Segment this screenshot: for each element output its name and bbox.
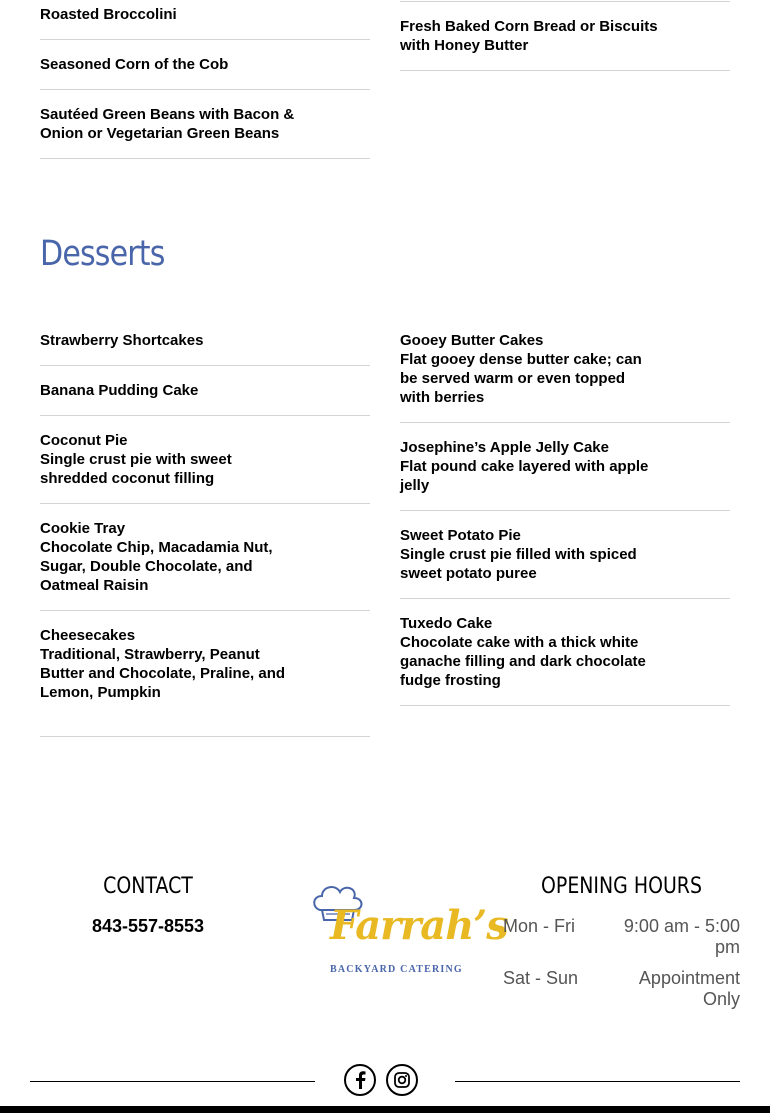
menu-item-description: Single crust pie filled with spiced sweet potato puree xyxy=(400,546,637,582)
divider xyxy=(40,610,370,611)
opening-hours-heading: OPENING HOURS xyxy=(541,874,702,899)
phone-number[interactable]: 843-557-8553 xyxy=(91,916,205,936)
divider xyxy=(400,422,730,423)
footer-divider xyxy=(30,1081,315,1082)
menu-item-apple-jelly-cake xyxy=(400,438,720,495)
section-title-desserts: Desserts xyxy=(40,234,165,274)
instagram-icon xyxy=(394,1072,410,1088)
menu-item-cheesecakes xyxy=(40,626,360,702)
menu-item-green-beans xyxy=(40,105,360,143)
menu-item-cookie-tray xyxy=(40,519,360,595)
logo-wordmark: Farrah’s xyxy=(330,902,508,949)
menu-item-roasted-broccolini xyxy=(40,5,340,24)
menu-item-gooey-butter-cakes xyxy=(400,331,720,407)
facebook-icon xyxy=(353,1071,367,1089)
hours-days: Mon - Fri xyxy=(503,916,575,936)
footer-divider xyxy=(455,1081,740,1082)
divider xyxy=(400,598,730,599)
menu-item-description: Chocolate cake with a thick white ganache filling and dark chocolate fudge frosting xyxy=(400,634,646,689)
facebook-link[interactable] xyxy=(344,1064,376,1096)
menu-item-description: Flat gooey dense butter cake; can be served warm or even topped with berries xyxy=(400,351,642,406)
hours-days: Sat - Sun xyxy=(503,968,579,988)
divider xyxy=(40,89,370,90)
menu-item-sweet-potato-pie xyxy=(400,526,720,583)
divider xyxy=(40,503,370,504)
contact-heading: CONTACT xyxy=(103,874,193,899)
menu-item-description: Traditional, Strawberry, Peanut Butter and Chocolate, Praline, and Lemon, Pumpkin xyxy=(40,646,286,701)
logo-subtitle: BACKYARD CATERING xyxy=(330,964,463,975)
divider xyxy=(40,365,370,366)
divider xyxy=(400,1,730,2)
menu-item-banana-pudding-cake xyxy=(40,381,340,400)
menu-item-name: Sweet Potato Pie xyxy=(400,527,521,544)
divider xyxy=(400,70,730,71)
menu-item-corn-bread xyxy=(400,17,720,55)
bottom-bar xyxy=(0,1106,770,1113)
menu-item-name: Coconut Pie xyxy=(40,432,128,449)
menu-item-description: Chocolate Chip, Macadamia Nut, Sugar, Double Chocolate, and Oatmeal Raisin xyxy=(40,539,273,594)
menu-item-strawberry-shortcakes xyxy=(40,331,340,350)
divider xyxy=(400,510,730,511)
divider xyxy=(400,705,730,706)
divider xyxy=(40,158,370,159)
menu-item-name: Fresh Baked Corn Bread or Biscuits with Honey Butter xyxy=(400,18,658,54)
menu-item-name: Sautéed Green Beans with Bacon & Onion or Vegetarian Green Beans xyxy=(40,106,295,142)
logo[interactable] xyxy=(308,880,508,980)
menu-item-coconut-pie xyxy=(40,431,340,488)
menu-item-name: Tuxedo Cake xyxy=(400,615,493,632)
divider xyxy=(40,736,370,737)
menu-item-name: Cookie Tray xyxy=(40,520,126,537)
menu-item-description: Single crust pie with sweet shredded coconut filling xyxy=(40,451,232,487)
instagram-link[interactable] xyxy=(386,1064,418,1096)
menu-item-name: Roasted Broccolini xyxy=(40,6,177,23)
divider xyxy=(40,39,370,40)
menu-item-seasoned-corn xyxy=(40,55,340,74)
menu-item-name: Seasoned Corn of the Cob xyxy=(40,56,229,73)
divider xyxy=(40,415,370,416)
menu-item-name: Banana Pudding Cake xyxy=(40,382,199,399)
menu-item-name: Josephine’s Apple Jelly Cake xyxy=(400,439,609,456)
hours-time: 9:00 am - 5:00 pm xyxy=(623,916,740,957)
menu-item-description: Flat pound cake layered with apple jelly xyxy=(400,458,649,494)
menu-item-name: Cheesecakes xyxy=(40,627,136,644)
menu-item-tuxedo-cake xyxy=(400,614,720,690)
menu-item-name: Strawberry Shortcakes xyxy=(40,332,204,349)
menu-item-name: Gooey Butter Cakes xyxy=(400,332,544,349)
hours-time: Appointment Only xyxy=(638,968,740,1009)
